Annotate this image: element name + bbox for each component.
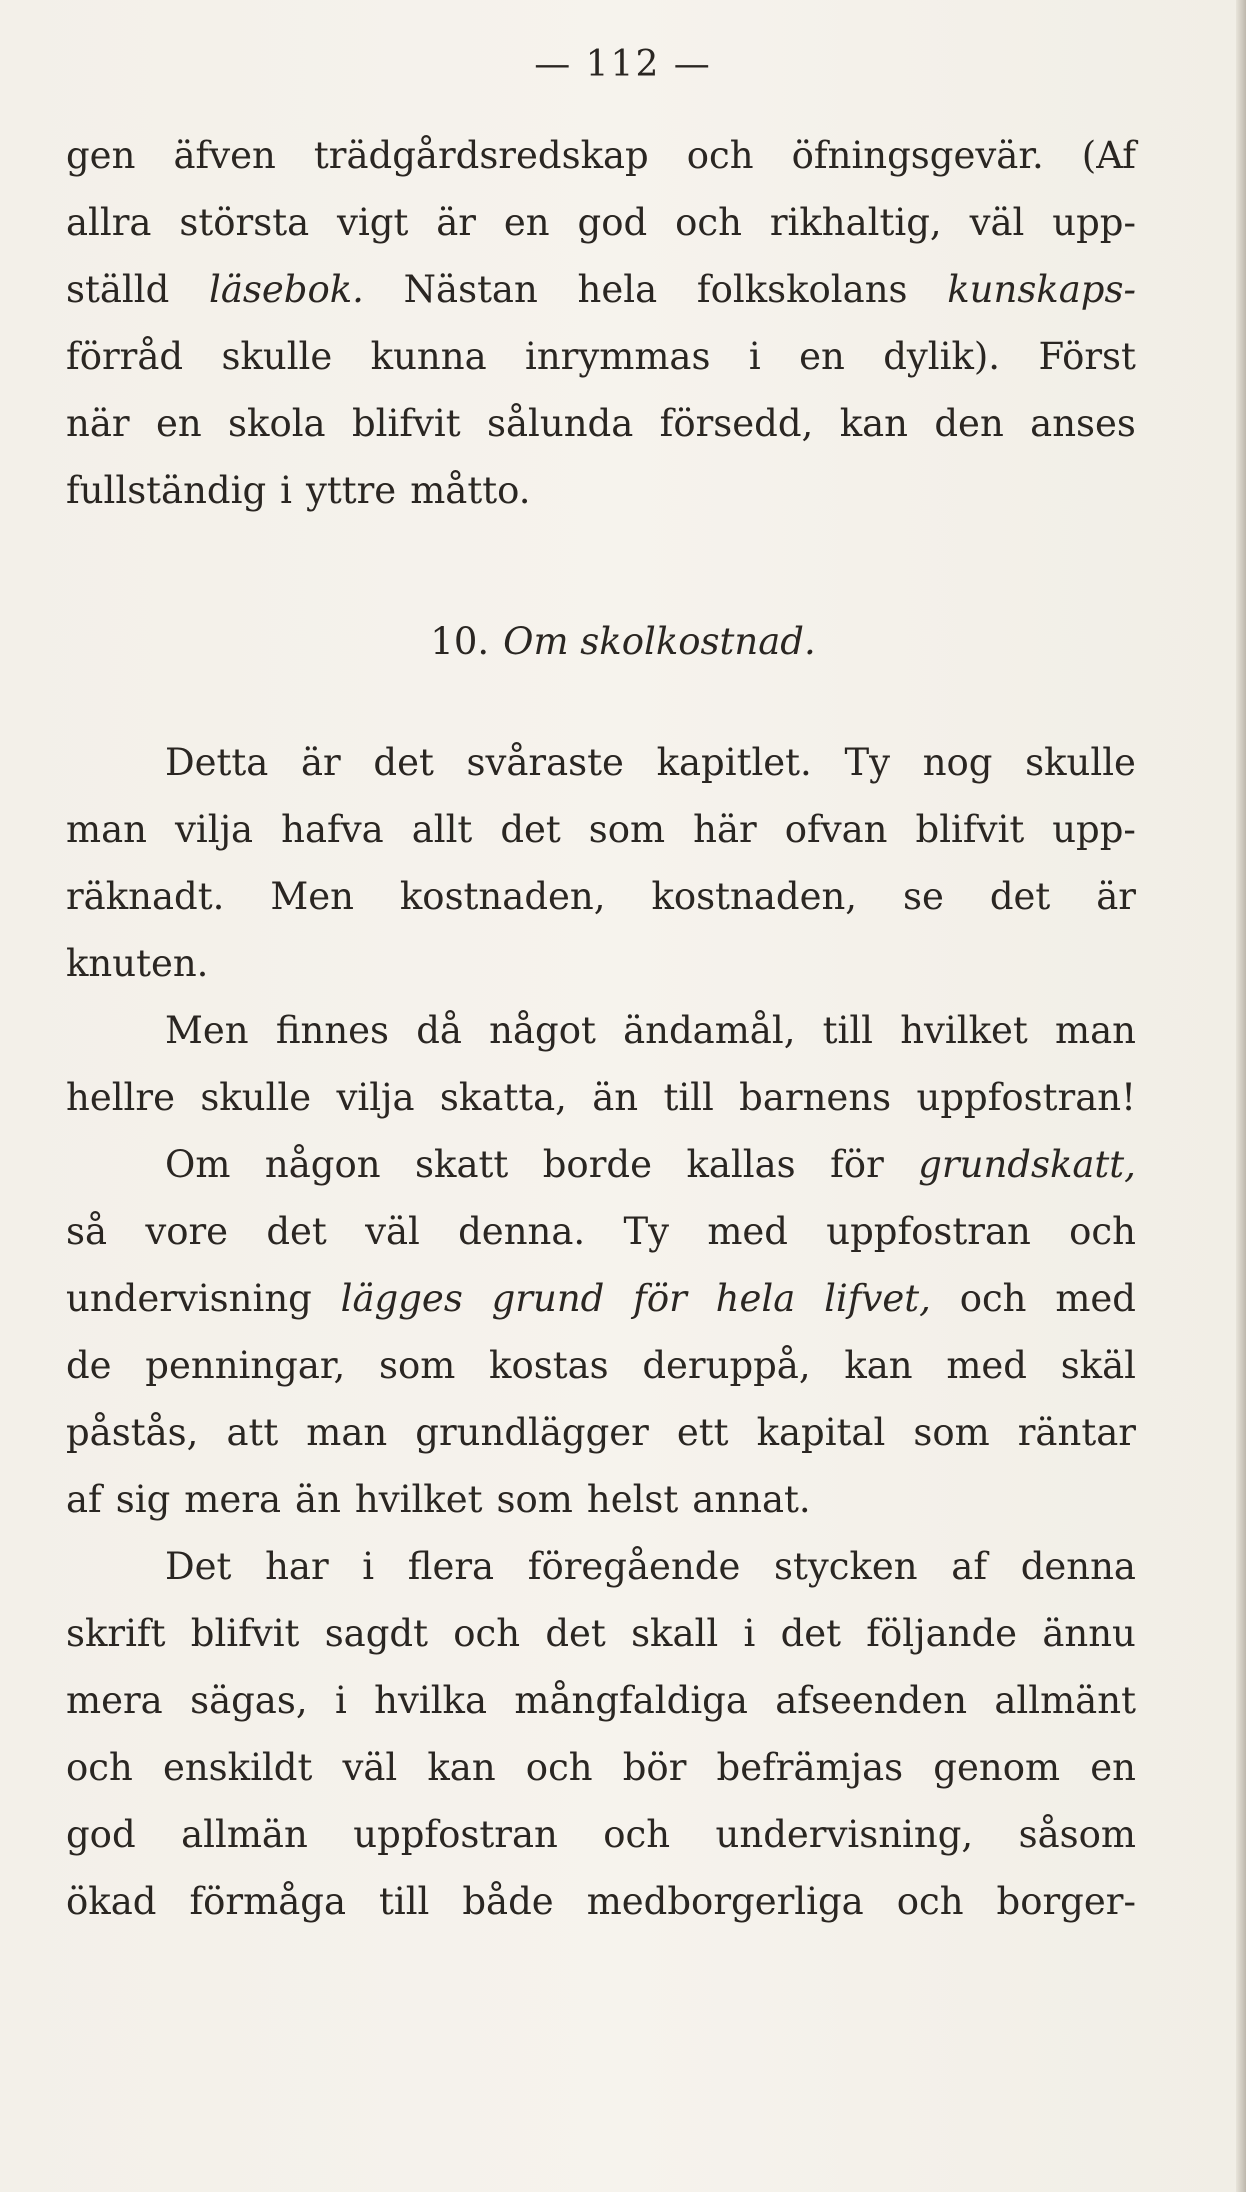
word: och <box>603 1813 671 1856</box>
word: god <box>66 1813 136 1856</box>
word: blifvit <box>351 402 461 445</box>
word: när <box>66 402 130 445</box>
word: grundlägger <box>415 1411 649 1454</box>
word: stycken <box>774 1545 918 1588</box>
word: genom <box>933 1746 1061 1789</box>
word: någon <box>264 1143 381 1186</box>
word: skulle <box>200 1076 312 1119</box>
word: ännu <box>1042 1612 1136 1655</box>
text-line <box>66 134 1136 177</box>
word: i <box>748 335 761 378</box>
word: sägas, <box>190 1679 308 1722</box>
word: af <box>66 1478 102 1521</box>
word: hvilka <box>374 1679 488 1722</box>
word: hvilket <box>354 1478 483 1521</box>
word: af <box>951 1545 988 1588</box>
word: det <box>373 741 434 784</box>
word: uppfostran <box>353 1813 558 1856</box>
word: mera <box>66 1679 163 1722</box>
word: (Af <box>1081 134 1136 177</box>
word: barnens <box>739 1076 892 1119</box>
word: penningar, <box>145 1344 346 1387</box>
word: hela <box>577 268 658 311</box>
word: till <box>822 1009 874 1052</box>
word: Ty <box>844 741 891 784</box>
section-number: 10. <box>430 620 490 663</box>
word: vilja <box>336 1076 415 1119</box>
italic-word: lifvet, <box>824 1277 931 1320</box>
word: god <box>577 201 648 244</box>
word: denna. <box>458 1210 586 1253</box>
word: med <box>1055 1277 1136 1320</box>
text-line <box>66 335 1136 378</box>
word: annat. <box>692 1478 811 1521</box>
word: afseenden <box>775 1679 968 1722</box>
word: Detta <box>165 741 269 784</box>
word: med <box>707 1210 788 1253</box>
word: i <box>334 1679 347 1722</box>
text-line <box>66 1612 1136 1655</box>
word: skatta, <box>439 1076 567 1119</box>
word: upp- <box>1052 201 1136 244</box>
word: blifvit <box>915 808 1025 851</box>
word: skulle <box>221 335 333 378</box>
word: kapitlet. <box>656 741 812 784</box>
word: Ty <box>623 1210 670 1253</box>
word: kan <box>427 1746 496 1789</box>
word: väl <box>342 1746 398 1789</box>
word: sagdt <box>324 1612 428 1655</box>
word: som <box>588 808 666 851</box>
word: folkskolans <box>696 268 908 311</box>
word: allmän <box>181 1813 308 1856</box>
word: ett <box>676 1411 729 1454</box>
word: och <box>525 1746 593 1789</box>
word: svåraste <box>466 741 624 784</box>
word: man <box>66 808 147 851</box>
word: och <box>453 1612 521 1655</box>
word: i <box>362 1545 375 1588</box>
italic-word: för <box>633 1277 687 1320</box>
word: upp- <box>1052 808 1136 851</box>
word: Först <box>1038 335 1136 378</box>
word: och <box>959 1277 1027 1320</box>
word: undervisning <box>66 1277 312 1320</box>
word: som <box>913 1411 990 1454</box>
section-title: Om skolkostnad. <box>503 620 816 663</box>
word: Det <box>165 1545 232 1588</box>
word: gen <box>66 134 136 177</box>
text-line <box>66 808 1136 851</box>
italic-word: grund <box>491 1277 605 1320</box>
word: hellre <box>66 1076 175 1119</box>
word: både <box>462 1880 554 1923</box>
text-line <box>66 1210 1136 1253</box>
word: öfningsgevär. <box>791 134 1044 177</box>
word: rikhaltig, <box>769 201 942 244</box>
word: såsom <box>1018 1813 1136 1856</box>
text-line <box>66 1478 1136 1521</box>
word: med <box>946 1344 1027 1387</box>
word: och <box>1069 1210 1136 1253</box>
word: inrymmas <box>525 335 711 378</box>
word: bör <box>622 1746 687 1789</box>
text-line <box>66 201 1136 244</box>
word: måtto. <box>410 469 531 512</box>
word: en <box>1090 1746 1136 1789</box>
word: ökad <box>66 1880 157 1923</box>
word: helst <box>586 1478 679 1521</box>
italic-word: grundskatt, <box>918 1143 1136 1186</box>
word: blifvit <box>190 1612 300 1655</box>
word: dylik). <box>883 335 1001 378</box>
word: försedd, <box>659 402 814 445</box>
word: räknadt. <box>66 875 225 918</box>
word: föregående <box>527 1545 741 1588</box>
word: man <box>1054 1009 1136 1052</box>
word: det <box>545 1612 606 1655</box>
word: räntar <box>1017 1411 1136 1454</box>
text-line <box>66 402 1136 445</box>
word: äfven <box>173 134 276 177</box>
text-line <box>66 1344 1136 1387</box>
word: påstås, <box>66 1411 199 1454</box>
word: är <box>436 201 476 244</box>
word: se <box>903 875 944 918</box>
word: en <box>503 201 550 244</box>
page-edge <box>1236 0 1246 2192</box>
word: vilja <box>175 808 254 851</box>
section-heading <box>0 620 1246 663</box>
word: har <box>265 1545 329 1588</box>
word: ändamål, <box>623 1009 796 1052</box>
word: skall <box>631 1612 719 1655</box>
word: anses <box>1030 402 1136 445</box>
word: sålunda <box>486 402 634 445</box>
text-line <box>66 1679 1136 1722</box>
word: det <box>500 808 561 851</box>
text-line <box>66 1076 1136 1119</box>
text-line <box>66 942 1136 985</box>
word: flera <box>407 1545 495 1588</box>
word: och <box>686 134 754 177</box>
word: uppfostran <box>826 1210 1031 1253</box>
word: skäl <box>1060 1344 1136 1387</box>
word: i <box>743 1612 756 1655</box>
word: det <box>989 875 1051 918</box>
word: väl <box>365 1210 420 1253</box>
word: vigt <box>337 201 409 244</box>
word: Nästan <box>403 268 538 311</box>
text-line <box>165 741 1136 784</box>
word: befrämjas <box>716 1746 904 1789</box>
text-line <box>66 1746 1136 1789</box>
word: allmänt <box>994 1679 1136 1722</box>
word: trädgårdsredskap <box>313 134 649 177</box>
word: här <box>693 808 757 851</box>
word: mera <box>184 1478 282 1521</box>
word: då <box>416 1009 462 1052</box>
word: väl <box>969 201 1025 244</box>
word: finnes <box>275 1009 390 1052</box>
word: förmåga <box>189 1880 346 1923</box>
word: och <box>66 1746 133 1789</box>
word: kapital <box>756 1411 886 1454</box>
word: följande <box>866 1612 1018 1655</box>
word: en <box>799 335 845 378</box>
word: till <box>663 1076 714 1119</box>
word: och <box>896 1880 964 1923</box>
word: kan <box>844 1344 913 1387</box>
word: skola <box>228 402 326 445</box>
word: enskildt <box>162 1746 313 1789</box>
word: ställd <box>66 268 170 311</box>
word: Men <box>270 875 354 918</box>
word: till <box>379 1880 430 1923</box>
word: är <box>1096 875 1136 918</box>
word: är <box>301 741 341 784</box>
word: skatt <box>415 1143 509 1186</box>
text-line <box>66 1813 1136 1856</box>
word: än <box>592 1076 639 1119</box>
word: denna <box>1020 1545 1136 1588</box>
text-line <box>66 1411 1136 1454</box>
word: nog <box>922 741 993 784</box>
word: borger- <box>996 1880 1136 1923</box>
text-line <box>165 1545 1136 1588</box>
text-line <box>66 1880 1136 1923</box>
word: förråd <box>66 335 184 378</box>
word: kunna <box>370 335 487 378</box>
word: än <box>295 1478 341 1521</box>
word: det <box>266 1210 327 1253</box>
word: medborgerliga <box>586 1880 864 1923</box>
word: kostnaden, <box>651 875 858 918</box>
word: de <box>66 1344 112 1387</box>
page-number: — 112 — <box>534 44 712 85</box>
text-line <box>66 469 1136 512</box>
word: fullständig <box>66 469 267 512</box>
word: uppfostran! <box>916 1076 1136 1119</box>
word: deruppå, <box>642 1344 811 1387</box>
italic-word: kunskaps- <box>947 268 1136 311</box>
text-line <box>165 1009 1136 1052</box>
word: det <box>780 1612 842 1655</box>
italic-word: hela <box>715 1277 796 1320</box>
word: som <box>496 1478 573 1521</box>
word: yttre <box>305 469 397 512</box>
italic-word: lägges <box>340 1277 463 1320</box>
word: knuten. <box>66 942 209 985</box>
word: den <box>934 402 1004 445</box>
word: i <box>280 469 292 512</box>
word: kallas <box>686 1143 796 1186</box>
word: Om <box>165 1143 231 1186</box>
italic-word: läsebok. <box>209 268 364 311</box>
word: för <box>830 1143 884 1186</box>
word: något <box>489 1009 596 1052</box>
word: så <box>66 1210 108 1253</box>
word: undervisning, <box>715 1813 974 1856</box>
word: att <box>226 1411 279 1454</box>
word: skrift <box>66 1612 166 1655</box>
word: skulle <box>1025 741 1136 784</box>
word: en <box>155 402 202 445</box>
word: ofvan <box>784 808 888 851</box>
word: kostas <box>489 1344 609 1387</box>
word: och <box>675 201 742 244</box>
word: hafva <box>281 808 384 851</box>
word: vore <box>145 1210 229 1253</box>
word: allt <box>411 808 473 851</box>
text-line <box>165 1143 1136 1186</box>
text-line <box>66 268 1136 311</box>
word: mångfaldiga <box>514 1679 748 1722</box>
word: som <box>379 1344 456 1387</box>
text-line <box>66 1277 1136 1320</box>
word: borde <box>542 1143 652 1186</box>
word: hvilket <box>900 1009 1028 1052</box>
word: sig <box>115 1478 171 1521</box>
word: kostnaden, <box>399 875 606 918</box>
word: allra <box>66 201 152 244</box>
word: man <box>306 1411 388 1454</box>
text-line <box>66 875 1136 918</box>
word: kan <box>839 402 908 445</box>
word: Men <box>165 1009 249 1052</box>
word: största <box>179 201 310 244</box>
